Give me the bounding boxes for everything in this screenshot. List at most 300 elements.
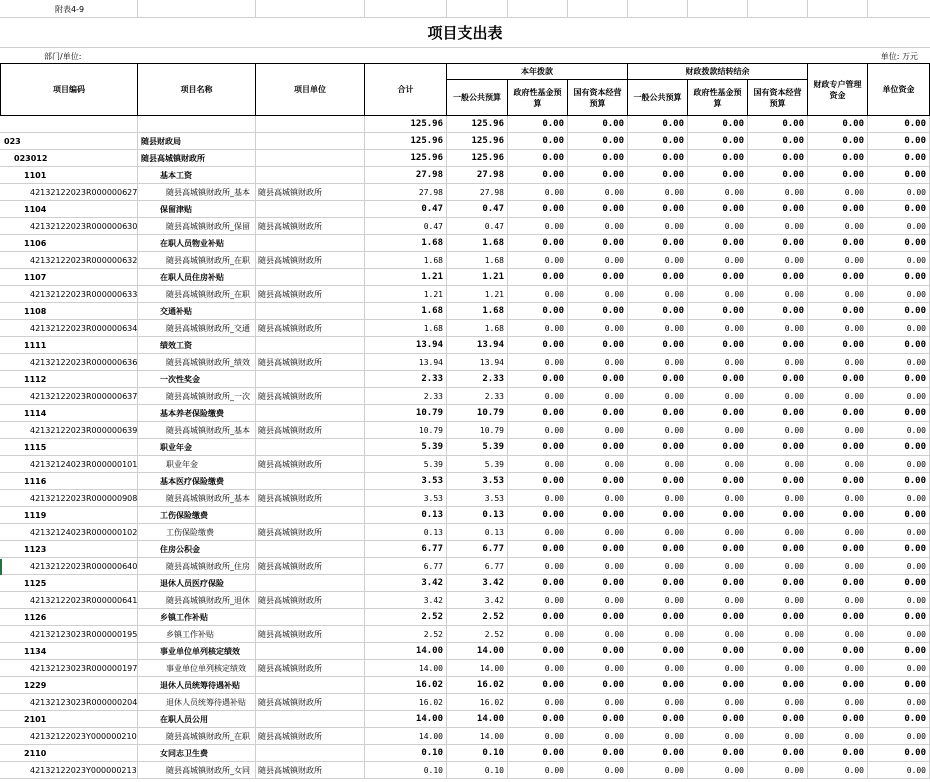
amount-cell[interactable]: 14.00 [447, 660, 508, 677]
amount-cell[interactable]: 125.96 [365, 150, 447, 167]
amount-cell[interactable]: 0.00 [748, 609, 808, 626]
amount-cell[interactable]: 0.00 [568, 626, 628, 643]
amount-cell[interactable]: 0.00 [688, 354, 748, 371]
amount-cell[interactable]: 0.00 [688, 558, 748, 575]
amount-cell[interactable]: 0.00 [628, 473, 688, 490]
amount-cell[interactable]: 0.47 [447, 201, 508, 218]
unit-cell[interactable] [256, 711, 365, 728]
amount-cell[interactable]: 0.00 [748, 456, 808, 473]
amount-cell[interactable]: 13.94 [447, 354, 508, 371]
amount-cell[interactable]: 13.94 [365, 354, 447, 371]
amount-cell[interactable]: 0.00 [748, 643, 808, 660]
amount-cell[interactable]: 0.00 [688, 388, 748, 405]
amount-cell[interactable]: 2.52 [447, 609, 508, 626]
code-cell[interactable]: 42132123023R000000197 [0, 660, 138, 677]
amount-cell[interactable]: 0.00 [508, 439, 568, 456]
amount-cell[interactable]: 0.00 [868, 150, 930, 167]
amount-cell[interactable]: 0.00 [808, 473, 868, 490]
amount-cell[interactable]: 0.00 [808, 150, 868, 167]
amount-cell[interactable]: 0.00 [568, 405, 628, 422]
amount-cell[interactable]: 0.00 [568, 439, 628, 456]
amount-cell[interactable]: 0.00 [568, 150, 628, 167]
code-cell[interactable]: 1101 [0, 167, 138, 184]
code-cell[interactable]: 1108 [0, 303, 138, 320]
code-cell[interactable]: 42132122023R000000634 [0, 320, 138, 337]
amount-cell[interactable]: 0.00 [568, 422, 628, 439]
amount-cell[interactable]: 0.00 [628, 218, 688, 235]
unit-cell[interactable]: 随县高城镇财政所 [256, 422, 365, 439]
name-cell[interactable]: 住房公积金 [138, 541, 256, 558]
amount-cell[interactable]: 1.21 [365, 269, 447, 286]
name-cell[interactable]: 事业单位单列核定绩效 [138, 660, 256, 677]
name-cell[interactable]: 一次性奖金 [138, 371, 256, 388]
amount-cell[interactable]: 10.79 [365, 422, 447, 439]
name-cell[interactable]: 保留津贴 [138, 201, 256, 218]
amount-cell[interactable]: 0.00 [688, 507, 748, 524]
amount-cell[interactable]: 1.21 [365, 286, 447, 303]
code-cell[interactable]: 2101 [0, 711, 138, 728]
amount-cell[interactable]: 0.00 [688, 269, 748, 286]
amount-cell[interactable]: 0.00 [568, 320, 628, 337]
amount-cell[interactable]: 0.00 [868, 286, 930, 303]
amount-cell[interactable]: 0.00 [688, 541, 748, 558]
amount-cell[interactable]: 0.00 [868, 558, 930, 575]
amount-cell[interactable]: 0.00 [568, 201, 628, 218]
code-cell[interactable]: 1134 [0, 643, 138, 660]
amount-cell[interactable]: 0.00 [688, 150, 748, 167]
amount-cell[interactable]: 6.77 [365, 541, 447, 558]
unit-cell[interactable] [256, 167, 365, 184]
amount-cell[interactable]: 0.00 [568, 541, 628, 558]
amount-cell[interactable]: 1.68 [447, 320, 508, 337]
amount-cell[interactable]: 0.00 [508, 218, 568, 235]
amount-cell[interactable]: 0.00 [688, 524, 748, 541]
name-cell[interactable]: 基本医疗保险缴费 [138, 473, 256, 490]
name-cell[interactable]: 随县高城镇财政所_基本 [138, 490, 256, 507]
unit-cell[interactable] [256, 575, 365, 592]
amount-cell[interactable]: 0.00 [868, 269, 930, 286]
amount-cell[interactable]: 0.00 [628, 609, 688, 626]
unit-cell[interactable]: 随县高城镇财政所 [256, 762, 365, 779]
amount-cell[interactable]: 3.42 [365, 592, 447, 609]
amount-cell[interactable]: 0.00 [688, 745, 748, 762]
amount-cell[interactable]: 0.00 [628, 320, 688, 337]
amount-cell[interactable]: 2.52 [447, 626, 508, 643]
amount-cell[interactable]: 0.00 [808, 286, 868, 303]
amount-cell[interactable]: 0.13 [447, 507, 508, 524]
amount-cell[interactable]: 1.21 [447, 269, 508, 286]
amount-cell[interactable]: 0.00 [868, 133, 930, 150]
amount-cell[interactable]: 0.00 [748, 388, 808, 405]
code-cell[interactable]: 1116 [0, 473, 138, 490]
amount-cell[interactable]: 14.00 [365, 728, 447, 745]
name-cell[interactable]: 退休人员统筹待遇补贴 [138, 677, 256, 694]
code-cell[interactable]: 42132122023R000000641 [0, 592, 138, 609]
unit-cell[interactable] [256, 643, 365, 660]
amount-cell[interactable]: 0.00 [628, 252, 688, 269]
amount-cell[interactable]: 14.00 [447, 728, 508, 745]
amount-cell[interactable]: 1.68 [447, 235, 508, 252]
amount-cell[interactable]: 0.00 [508, 694, 568, 711]
amount-cell[interactable]: 0.00 [868, 388, 930, 405]
amount-cell[interactable]: 0.00 [688, 762, 748, 779]
amount-cell[interactable]: 125.96 [447, 150, 508, 167]
amount-cell[interactable]: 0.00 [868, 541, 930, 558]
amount-cell[interactable]: 0.00 [748, 116, 808, 133]
amount-cell[interactable]: 0.00 [748, 439, 808, 456]
unit-cell[interactable] [256, 677, 365, 694]
amount-cell[interactable]: 0.00 [748, 371, 808, 388]
amount-cell[interactable]: 0.00 [568, 354, 628, 371]
amount-cell[interactable]: 0.00 [868, 609, 930, 626]
unit-cell[interactable] [256, 609, 365, 626]
amount-cell[interactable]: 0.00 [748, 660, 808, 677]
amount-cell[interactable]: 2.52 [365, 626, 447, 643]
amount-cell[interactable]: 0.00 [808, 558, 868, 575]
amount-cell[interactable]: 125.96 [365, 116, 447, 133]
amount-cell[interactable]: 0.00 [808, 456, 868, 473]
unit-cell[interactable]: 随县高城镇财政所 [256, 388, 365, 405]
amount-cell[interactable]: 0.00 [868, 201, 930, 218]
amount-cell[interactable]: 0.00 [628, 626, 688, 643]
code-cell[interactable]: 42132124023R000000101 [0, 456, 138, 473]
amount-cell[interactable]: 0.00 [868, 252, 930, 269]
amount-cell[interactable]: 0.00 [508, 303, 568, 320]
code-cell[interactable]: 1115 [0, 439, 138, 456]
unit-cell[interactable]: 随县高城镇财政所 [256, 558, 365, 575]
amount-cell[interactable]: 1.68 [447, 303, 508, 320]
amount-cell[interactable]: 0.00 [688, 456, 748, 473]
amount-cell[interactable]: 0.00 [628, 558, 688, 575]
unit-cell[interactable] [256, 745, 365, 762]
amount-cell[interactable]: 0.00 [808, 745, 868, 762]
amount-cell[interactable]: 0.00 [688, 609, 748, 626]
amount-cell[interactable]: 0.00 [508, 643, 568, 660]
name-cell[interactable]: 随县高城镇财政所 [138, 150, 256, 167]
amount-cell[interactable]: 0.00 [748, 592, 808, 609]
amount-cell[interactable]: 0.00 [688, 643, 748, 660]
amount-cell[interactable]: 0.00 [688, 218, 748, 235]
name-cell[interactable]: 随县高城镇财政所_在职 [138, 728, 256, 745]
unit-cell[interactable]: 随县高城镇财政所 [256, 626, 365, 643]
amount-cell[interactable]: 0.00 [628, 745, 688, 762]
amount-cell[interactable]: 16.02 [365, 694, 447, 711]
amount-cell[interactable]: 0.00 [748, 133, 808, 150]
amount-cell[interactable]: 0.00 [868, 592, 930, 609]
amount-cell[interactable]: 125.96 [365, 133, 447, 150]
code-cell[interactable]: 42132122023R000000636 [0, 354, 138, 371]
amount-cell[interactable]: 0.00 [628, 286, 688, 303]
amount-cell[interactable]: 0.00 [868, 728, 930, 745]
amount-cell[interactable]: 0.00 [748, 728, 808, 745]
amount-cell[interactable]: 0.00 [568, 337, 628, 354]
amount-cell[interactable]: 14.00 [365, 711, 447, 728]
amount-cell[interactable]: 0.00 [628, 711, 688, 728]
amount-cell[interactable]: 0.00 [808, 762, 868, 779]
amount-cell[interactable]: 0.10 [447, 762, 508, 779]
amount-cell[interactable]: 0.00 [748, 303, 808, 320]
amount-cell[interactable]: 0.00 [628, 337, 688, 354]
code-cell[interactable]: 1123 [0, 541, 138, 558]
amount-cell[interactable]: 0.00 [688, 167, 748, 184]
amount-cell[interactable]: 0.00 [688, 303, 748, 320]
amount-cell[interactable]: 27.98 [447, 167, 508, 184]
code-cell[interactable]: 42132122023R000000630 [0, 218, 138, 235]
amount-cell[interactable]: 0.00 [628, 541, 688, 558]
amount-cell[interactable]: 0.00 [688, 235, 748, 252]
amount-cell[interactable]: 0.00 [508, 507, 568, 524]
amount-cell[interactable]: 3.53 [447, 490, 508, 507]
amount-cell[interactable]: 0.00 [808, 694, 868, 711]
amount-cell[interactable]: 0.00 [688, 252, 748, 269]
amount-cell[interactable]: 0.00 [748, 218, 808, 235]
code-cell[interactable]: 1125 [0, 575, 138, 592]
amount-cell[interactable]: 0.00 [808, 524, 868, 541]
amount-cell[interactable]: 0.00 [508, 541, 568, 558]
amount-cell[interactable]: 0.00 [748, 541, 808, 558]
amount-cell[interactable]: 0.00 [508, 609, 568, 626]
amount-cell[interactable]: 0.00 [808, 133, 868, 150]
amount-cell[interactable]: 0.00 [748, 694, 808, 711]
amount-cell[interactable]: 0.00 [808, 660, 868, 677]
amount-cell[interactable]: 0.00 [568, 643, 628, 660]
amount-cell[interactable]: 0.00 [808, 711, 868, 728]
name-cell[interactable]: 绩效工资 [138, 337, 256, 354]
unit-cell[interactable]: 随县高城镇财政所 [256, 592, 365, 609]
amount-cell[interactable]: 0.00 [508, 575, 568, 592]
amount-cell[interactable]: 0.00 [568, 745, 628, 762]
amount-cell[interactable]: 0.00 [748, 490, 808, 507]
amount-cell[interactable]: 2.33 [447, 388, 508, 405]
amount-cell[interactable]: 0.00 [808, 303, 868, 320]
amount-cell[interactable]: 0.00 [748, 762, 808, 779]
amount-cell[interactable]: 0.00 [808, 626, 868, 643]
amount-cell[interactable]: 0.00 [568, 286, 628, 303]
amount-cell[interactable]: 0.00 [568, 269, 628, 286]
amount-cell[interactable]: 0.00 [568, 167, 628, 184]
name-cell[interactable]: 交通补贴 [138, 303, 256, 320]
amount-cell[interactable]: 0.00 [808, 677, 868, 694]
amount-cell[interactable]: 0.00 [748, 150, 808, 167]
amount-cell[interactable]: 0.00 [628, 490, 688, 507]
amount-cell[interactable]: 13.94 [447, 337, 508, 354]
code-cell[interactable]: 42132122023R000000627 [0, 184, 138, 201]
amount-cell[interactable]: 0.00 [508, 371, 568, 388]
amount-cell[interactable]: 0.00 [808, 541, 868, 558]
amount-cell[interactable]: 0.00 [508, 558, 568, 575]
amount-cell[interactable]: 0.00 [808, 728, 868, 745]
unit-cell[interactable] [256, 150, 365, 167]
amount-cell[interactable]: 0.00 [868, 643, 930, 660]
amount-cell[interactable]: 0.00 [868, 626, 930, 643]
amount-cell[interactable]: 0.00 [508, 626, 568, 643]
amount-cell[interactable]: 0.00 [688, 711, 748, 728]
name-cell[interactable]: 乡镇工作补贴 [138, 609, 256, 626]
amount-cell[interactable]: 1.21 [447, 286, 508, 303]
amount-cell[interactable]: 0.00 [688, 405, 748, 422]
unit-cell[interactable] [256, 303, 365, 320]
code-cell[interactable] [0, 116, 138, 133]
code-cell[interactable]: 1106 [0, 235, 138, 252]
name-cell[interactable]: 随县高城镇财政所_绩效 [138, 354, 256, 371]
amount-cell[interactable]: 0.00 [868, 762, 930, 779]
amount-cell[interactable]: 0.00 [508, 762, 568, 779]
code-cell[interactable]: 1119 [0, 507, 138, 524]
amount-cell[interactable]: 0.00 [748, 711, 808, 728]
amount-cell[interactable]: 0.00 [628, 201, 688, 218]
amount-cell[interactable]: 0.00 [508, 337, 568, 354]
amount-cell[interactable]: 0.00 [868, 320, 930, 337]
amount-cell[interactable]: 0.00 [508, 728, 568, 745]
amount-cell[interactable]: 0.00 [688, 371, 748, 388]
amount-cell[interactable]: 0.00 [748, 422, 808, 439]
unit-cell[interactable]: 随县高城镇财政所 [256, 524, 365, 541]
amount-cell[interactable]: 0.00 [808, 388, 868, 405]
amount-cell[interactable]: 0.00 [568, 303, 628, 320]
amount-cell[interactable]: 0.00 [808, 320, 868, 337]
amount-cell[interactable]: 14.00 [365, 643, 447, 660]
amount-cell[interactable]: 0.00 [508, 150, 568, 167]
amount-cell[interactable]: 0.00 [628, 728, 688, 745]
amount-cell[interactable]: 0.00 [628, 371, 688, 388]
amount-cell[interactable]: 125.96 [447, 116, 508, 133]
amount-cell[interactable]: 0.00 [748, 473, 808, 490]
amount-cell[interactable]: 6.77 [365, 558, 447, 575]
amount-cell[interactable]: 0.00 [568, 677, 628, 694]
amount-cell[interactable]: 0.00 [628, 167, 688, 184]
name-cell[interactable] [138, 116, 256, 133]
amount-cell[interactable]: 0.00 [688, 422, 748, 439]
code-cell[interactable]: 1107 [0, 269, 138, 286]
amount-cell[interactable]: 0.00 [808, 490, 868, 507]
amount-cell[interactable]: 0.10 [365, 745, 447, 762]
amount-cell[interactable]: 0.00 [508, 473, 568, 490]
name-cell[interactable]: 随县高城镇财政所_女同 [138, 762, 256, 779]
amount-cell[interactable]: 0.00 [508, 354, 568, 371]
unit-cell[interactable] [256, 507, 365, 524]
amount-cell[interactable]: 0.00 [688, 337, 748, 354]
amount-cell[interactable]: 0.00 [568, 388, 628, 405]
amount-cell[interactable]: 0.00 [748, 354, 808, 371]
code-cell[interactable]: 42132122023R000000637 [0, 388, 138, 405]
code-cell[interactable]: 42132122023Y000000213 [0, 762, 138, 779]
amount-cell[interactable]: 14.00 [447, 711, 508, 728]
amount-cell[interactable]: 0.00 [628, 660, 688, 677]
amount-cell[interactable]: 0.00 [748, 405, 808, 422]
amount-cell[interactable]: 5.39 [447, 439, 508, 456]
amount-cell[interactable]: 0.00 [808, 218, 868, 235]
amount-cell[interactable]: 1.68 [365, 252, 447, 269]
amount-cell[interactable]: 0.00 [748, 286, 808, 303]
amount-cell[interactable]: 0.10 [365, 762, 447, 779]
amount-cell[interactable]: 0.00 [688, 728, 748, 745]
amount-cell[interactable]: 0.00 [868, 422, 930, 439]
unit-cell[interactable]: 随县高城镇财政所 [256, 456, 365, 473]
amount-cell[interactable]: 0.00 [508, 320, 568, 337]
amount-cell[interactable]: 0.00 [868, 524, 930, 541]
amount-cell[interactable]: 0.00 [748, 201, 808, 218]
name-cell[interactable]: 女同志卫生费 [138, 745, 256, 762]
amount-cell[interactable]: 0.00 [808, 643, 868, 660]
amount-cell[interactable]: 16.02 [447, 694, 508, 711]
amount-cell[interactable]: 1.68 [447, 252, 508, 269]
amount-cell[interactable]: 0.00 [568, 218, 628, 235]
amount-cell[interactable]: 0.00 [628, 507, 688, 524]
code-cell[interactable]: 1126 [0, 609, 138, 626]
amount-cell[interactable]: 0.00 [808, 184, 868, 201]
amount-cell[interactable]: 0.00 [508, 524, 568, 541]
amount-cell[interactable]: 0.00 [808, 422, 868, 439]
amount-cell[interactable]: 0.00 [628, 422, 688, 439]
amount-cell[interactable]: 0.00 [688, 575, 748, 592]
amount-cell[interactable]: 0.00 [568, 252, 628, 269]
amount-cell[interactable]: 3.42 [447, 575, 508, 592]
amount-cell[interactable]: 27.98 [365, 167, 447, 184]
amount-cell[interactable]: 0.00 [568, 507, 628, 524]
amount-cell[interactable]: 0.00 [628, 439, 688, 456]
amount-cell[interactable]: 0.00 [628, 524, 688, 541]
amount-cell[interactable]: 0.00 [508, 711, 568, 728]
amount-cell[interactable]: 0.00 [868, 660, 930, 677]
amount-cell[interactable]: 0.00 [628, 184, 688, 201]
amount-cell[interactable]: 0.00 [808, 405, 868, 422]
amount-cell[interactable]: 0.00 [688, 320, 748, 337]
amount-cell[interactable]: 27.98 [365, 184, 447, 201]
amount-cell[interactable]: 0.00 [568, 575, 628, 592]
code-cell[interactable]: 42132122023R000000640 [0, 558, 138, 575]
unit-cell[interactable] [256, 541, 365, 558]
amount-cell[interactable]: 0.00 [568, 711, 628, 728]
amount-cell[interactable]: 0.00 [568, 728, 628, 745]
amount-cell[interactable]: 0.00 [508, 252, 568, 269]
code-cell[interactable]: 023 [0, 133, 138, 150]
amount-cell[interactable]: 0.00 [628, 762, 688, 779]
amount-cell[interactable]: 3.42 [447, 592, 508, 609]
amount-cell[interactable]: 0.00 [688, 201, 748, 218]
amount-cell[interactable]: 0.00 [688, 473, 748, 490]
amount-cell[interactable]: 0.00 [868, 456, 930, 473]
name-cell[interactable]: 随县财政局 [138, 133, 256, 150]
unit-cell[interactable]: 随县高城镇财政所 [256, 490, 365, 507]
amount-cell[interactable]: 0.00 [748, 337, 808, 354]
amount-cell[interactable]: 0.00 [688, 286, 748, 303]
amount-cell[interactable]: 0.00 [808, 252, 868, 269]
unit-cell[interactable] [256, 371, 365, 388]
code-cell[interactable]: 42132122023Y000000210 [0, 728, 138, 745]
amount-cell[interactable]: 5.39 [365, 439, 447, 456]
amount-cell[interactable]: 0.00 [808, 507, 868, 524]
unit-cell[interactable]: 随县高城镇财政所 [256, 354, 365, 371]
amount-cell[interactable]: 0.00 [508, 184, 568, 201]
amount-cell[interactable]: 0.00 [688, 677, 748, 694]
amount-cell[interactable]: 0.00 [748, 269, 808, 286]
name-cell[interactable]: 随县高城镇财政所_交通 [138, 320, 256, 337]
amount-cell[interactable]: 0.00 [808, 592, 868, 609]
amount-cell[interactable]: 0.00 [688, 116, 748, 133]
amount-cell[interactable]: 0.00 [868, 184, 930, 201]
amount-cell[interactable]: 0.13 [365, 524, 447, 541]
amount-cell[interactable]: 0.00 [688, 694, 748, 711]
name-cell[interactable]: 随县高城镇财政所_一次 [138, 388, 256, 405]
amount-cell[interactable]: 0.00 [628, 235, 688, 252]
amount-cell[interactable]: 0.00 [508, 745, 568, 762]
amount-cell[interactable]: 0.00 [568, 235, 628, 252]
amount-cell[interactable]: 0.00 [868, 303, 930, 320]
amount-cell[interactable]: 0.00 [748, 252, 808, 269]
amount-cell[interactable]: 0.00 [868, 439, 930, 456]
amount-cell[interactable]: 0.00 [508, 456, 568, 473]
amount-cell[interactable]: 0.00 [868, 507, 930, 524]
